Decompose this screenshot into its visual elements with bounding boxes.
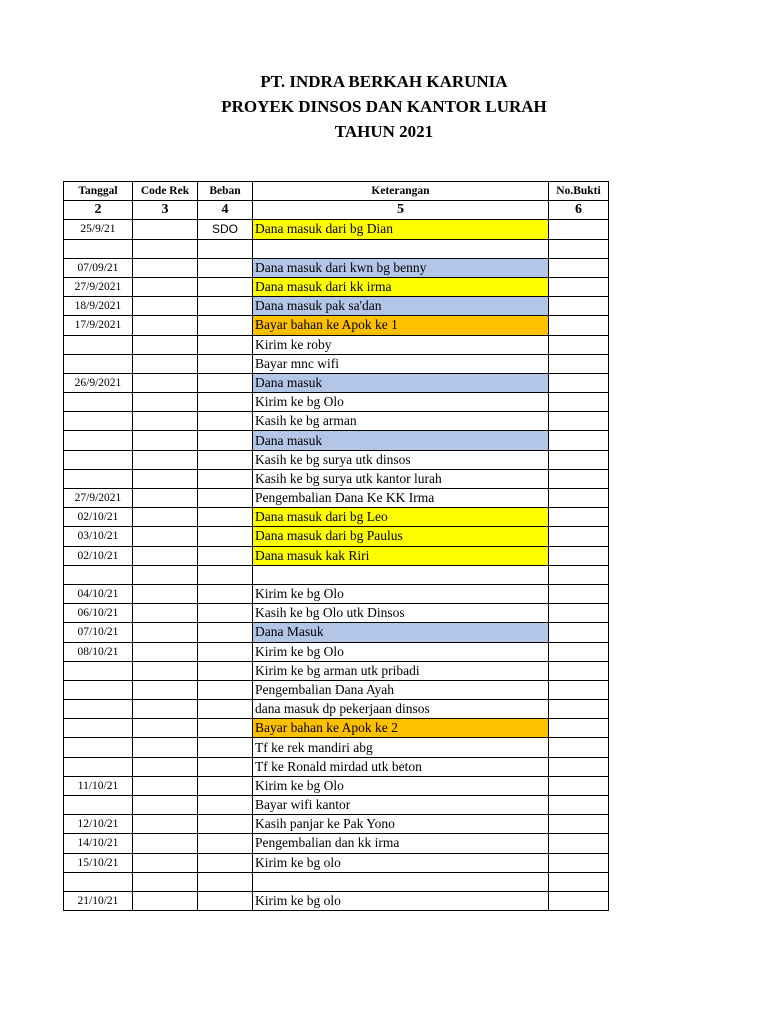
cell-no-bukti [549,297,609,316]
table-row [64,546,609,565]
cell-no-bukti [549,277,609,296]
column-number: 2 [64,201,133,220]
cell-no-bukti [549,239,609,258]
cell-beban [198,872,253,891]
cell-keterangan: Kirim ke bg arman utk pribadi [253,661,549,680]
cell-no-bukti [549,815,609,834]
cell-code-rek [133,316,198,335]
cell-tanggal [64,335,133,354]
cell-keterangan: Dana masuk pak sa'dan [253,297,549,316]
table-row [64,834,609,853]
cell-keterangan: Dana masuk kak Riri [253,546,549,565]
cell-beban [198,680,253,699]
table-row [64,431,609,450]
cell-keterangan: Kasih ke bg surya utk dinsos [253,450,549,469]
cell-keterangan: Kirim ke bg Olo [253,393,549,412]
cell-code-rek [133,796,198,815]
cell-no-bukti [549,527,609,546]
table-row [64,354,609,373]
cell-code-rek [133,738,198,757]
cell-beban [198,489,253,508]
project-title: PROYEK DINSOS DAN KANTOR LURAH [221,97,547,116]
table-row [64,489,609,508]
cell-beban [198,661,253,680]
cell-code-rek [133,258,198,277]
ledger-body [64,220,609,911]
cell-tanggal [64,680,133,699]
table-row [64,853,609,872]
cell-no-bukti [549,450,609,469]
table-row [64,891,609,910]
cell-no-bukti [549,316,609,335]
cell-tanggal: 27/9/2021 [64,489,133,508]
cell-code-rek [133,220,198,239]
cell-tanggal [64,700,133,719]
cell-tanggal [64,469,133,488]
cell-code-rek [133,872,198,891]
cell-beban [198,757,253,776]
cell-beban [198,796,253,815]
table-row [64,412,609,431]
cell-no-bukti [549,508,609,527]
cell-no-bukti [549,738,609,757]
cell-keterangan: dana masuk dp pekerjaan dinsos [253,700,549,719]
cell-code-rek [133,277,198,296]
table-row [64,700,609,719]
cell-code-rek [133,354,198,373]
cell-beban [198,316,253,335]
cell-no-bukti [549,431,609,450]
cell-beban [198,469,253,488]
column-number: 3 [133,201,198,220]
cell-no-bukti [549,834,609,853]
cell-keterangan: Dana masuk [253,431,549,450]
cell-code-rek [133,450,198,469]
cell-keterangan: Dana masuk dari bg Paulus [253,527,549,546]
table-row [64,527,609,546]
cell-no-bukti [549,680,609,699]
cell-beban: SDO [198,220,253,239]
cell-code-rek [133,623,198,642]
cell-beban [198,584,253,603]
table-row [64,584,609,603]
cell-beban [198,891,253,910]
table-row [64,719,609,738]
cell-no-bukti [549,258,609,277]
cell-keterangan: Kirim ke bg olo [253,853,549,872]
cell-keterangan: Kasih ke bg surya utk kantor lurah [253,469,549,488]
cell-no-bukti [549,412,609,431]
table-row [64,872,609,891]
cell-no-bukti [549,469,609,488]
cell-keterangan: Kirim ke bg olo [253,891,549,910]
cell-tanggal: 15/10/21 [64,853,133,872]
cell-beban [198,565,253,584]
table-row [64,297,609,316]
table-row [64,796,609,815]
cell-keterangan: Pengembalian Dana Ke KK Irma [253,489,549,508]
cell-keterangan: Kasih ke bg Olo utk Dinsos [253,604,549,623]
cell-no-bukti [549,719,609,738]
column-number: 4 [198,201,253,220]
cell-keterangan: Tf ke Ronald mirdad utk beton [253,757,549,776]
cell-keterangan: Dana masuk dari kk irma [253,277,549,296]
cell-keterangan [253,872,549,891]
column-header-code-rek: Code Rek [133,182,198,201]
cell-code-rek [133,776,198,795]
cell-no-bukti [549,796,609,815]
cell-tanggal: 03/10/21 [64,527,133,546]
table-row [64,604,609,623]
cell-code-rek [133,373,198,392]
table-row [64,220,609,239]
cell-code-rek [133,508,198,527]
cell-tanggal: 11/10/21 [64,776,133,795]
table-row [64,393,609,412]
column-header-row [64,182,609,201]
table-row [64,450,609,469]
cell-beban [198,527,253,546]
cell-beban [198,776,253,795]
cell-keterangan: Dana masuk dari kwn bg benny [253,258,549,277]
column-number-row [64,201,609,220]
cell-keterangan: Kirim ke bg Olo [253,642,549,661]
cell-tanggal: 08/10/21 [64,642,133,661]
table-row [64,623,609,642]
table-row [64,335,609,354]
column-number: 5 [253,201,549,220]
cell-code-rek [133,757,198,776]
table-row [64,642,609,661]
cell-code-rek [133,584,198,603]
cell-no-bukti [549,565,609,584]
cell-tanggal: 07/10/21 [64,623,133,642]
cell-no-bukti [549,546,609,565]
cell-code-rek [133,335,198,354]
cell-tanggal: 02/10/21 [64,546,133,565]
cell-code-rek [133,719,198,738]
company-title: PT. INDRA BERKAH KARUNIA [260,72,508,91]
cell-no-bukti [549,335,609,354]
cell-code-rek [133,546,198,565]
cell-keterangan: Tf ke rek mandiri abg [253,738,549,757]
cell-tanggal [64,431,133,450]
table-row [64,565,609,584]
cell-code-rek [133,661,198,680]
cell-no-bukti [549,623,609,642]
cell-tanggal: 18/9/2021 [64,297,133,316]
cell-beban [198,719,253,738]
cell-keterangan: Dana masuk dari bg Dian [253,220,549,239]
table-row [64,258,609,277]
table-row [64,661,609,680]
cell-tanggal: 06/10/21 [64,604,133,623]
column-header-no-bukti: No.Bukti [549,182,609,201]
table-row [64,776,609,795]
cell-code-rek [133,412,198,431]
cell-beban [198,277,253,296]
year-title: TAHUN 2021 [334,122,434,141]
cell-no-bukti [549,489,609,508]
cell-beban [198,373,253,392]
cell-no-bukti [549,757,609,776]
cell-tanggal [64,719,133,738]
column-header-keterangan: Keterangan [253,182,549,201]
table-row [64,508,609,527]
cell-code-rek [133,431,198,450]
cell-no-bukti [549,891,609,910]
cell-code-rek [133,565,198,584]
cell-tanggal [64,872,133,891]
table-row [64,316,609,335]
cell-tanggal [64,565,133,584]
cell-keterangan: Kirim ke bg Olo [253,584,549,603]
cell-keterangan: Bayar wifi kantor [253,796,549,815]
cell-code-rek [133,853,198,872]
cell-no-bukti [549,393,609,412]
cell-beban [198,393,253,412]
cell-no-bukti [549,220,609,239]
cell-keterangan: Pengembalian Dana Ayah [253,680,549,699]
cell-tanggal: 21/10/21 [64,891,133,910]
cell-tanggal: 26/9/2021 [64,373,133,392]
cell-code-rek [133,489,198,508]
cell-tanggal: 27/9/2021 [64,277,133,296]
cell-tanggal: 14/10/21 [64,834,133,853]
cell-tanggal [64,393,133,412]
table-row [64,469,609,488]
cell-tanggal [64,450,133,469]
column-number: 6 [549,201,609,220]
table-row [64,277,609,296]
cell-beban [198,450,253,469]
cell-no-bukti [549,700,609,719]
cell-beban [198,297,253,316]
cell-code-rek [133,527,198,546]
cell-beban [198,412,253,431]
cell-code-rek [133,239,198,258]
cell-beban [198,258,253,277]
table-row [64,757,609,776]
cell-keterangan: Pengembalian dan kk irma [253,834,549,853]
cell-tanggal [64,354,133,373]
cell-tanggal [64,738,133,757]
cell-keterangan: Kasih ke bg arman [253,412,549,431]
cell-tanggal [64,661,133,680]
cell-beban [198,335,253,354]
cell-no-bukti [549,853,609,872]
cell-code-rek [133,815,198,834]
cell-keterangan: Dana masuk dari bg Leo [253,508,549,527]
cell-beban [198,853,253,872]
cell-code-rek [133,891,198,910]
cell-keterangan [253,239,549,258]
cell-code-rek [133,604,198,623]
cell-keterangan: Kirim ke bg Olo [253,776,549,795]
cell-code-rek [133,297,198,316]
cell-tanggal: 25/9/21 [64,220,133,239]
cell-no-bukti [549,872,609,891]
cell-code-rek [133,642,198,661]
cell-tanggal: 17/9/2021 [64,316,133,335]
cell-beban [198,815,253,834]
table-row [64,815,609,834]
cell-no-bukti [549,604,609,623]
cell-beban [198,508,253,527]
cell-keterangan: Bayar bahan ke Apok ke 1 [253,316,549,335]
cell-beban [198,604,253,623]
cell-beban [198,239,253,258]
cell-keterangan: Kasih panjar ke Pak Yono [253,815,549,834]
cell-code-rek [133,700,198,719]
cell-no-bukti [549,776,609,795]
cell-keterangan: Bayar mnc wifi [253,354,549,373]
cell-keterangan: Dana Masuk [253,623,549,642]
cell-beban [198,431,253,450]
cell-no-bukti [549,584,609,603]
cell-tanggal [64,757,133,776]
cell-tanggal: 12/10/21 [64,815,133,834]
cell-beban [198,738,253,757]
cell-tanggal [64,796,133,815]
column-header-beban: Beban [198,182,253,201]
cell-beban [198,354,253,373]
cell-beban [198,623,253,642]
cell-beban [198,642,253,661]
cell-beban [198,834,253,853]
table-row [64,373,609,392]
cell-tanggal: 04/10/21 [64,584,133,603]
cell-keterangan [253,565,549,584]
table-row [64,239,609,258]
cell-no-bukti [549,354,609,373]
cell-code-rek [133,393,198,412]
cell-no-bukti [549,661,609,680]
cell-beban [198,700,253,719]
cell-no-bukti [549,373,609,392]
table-row [64,680,609,699]
cell-beban [198,546,253,565]
column-header-tanggal: Tanggal [64,182,133,201]
cell-tanggal: 02/10/21 [64,508,133,527]
cell-keterangan: Kirim ke roby [253,335,549,354]
cell-tanggal [64,239,133,258]
cell-code-rek [133,680,198,699]
cell-tanggal [64,412,133,431]
cell-keterangan: Bayar bahan ke Apok ke 2 [253,719,549,738]
ledger-table [63,181,609,911]
cell-no-bukti [549,642,609,661]
cell-code-rek [133,469,198,488]
cell-tanggal: 07/09/21 [64,258,133,277]
table-row [64,738,609,757]
cell-keterangan: Dana masuk [253,373,549,392]
cell-code-rek [133,834,198,853]
